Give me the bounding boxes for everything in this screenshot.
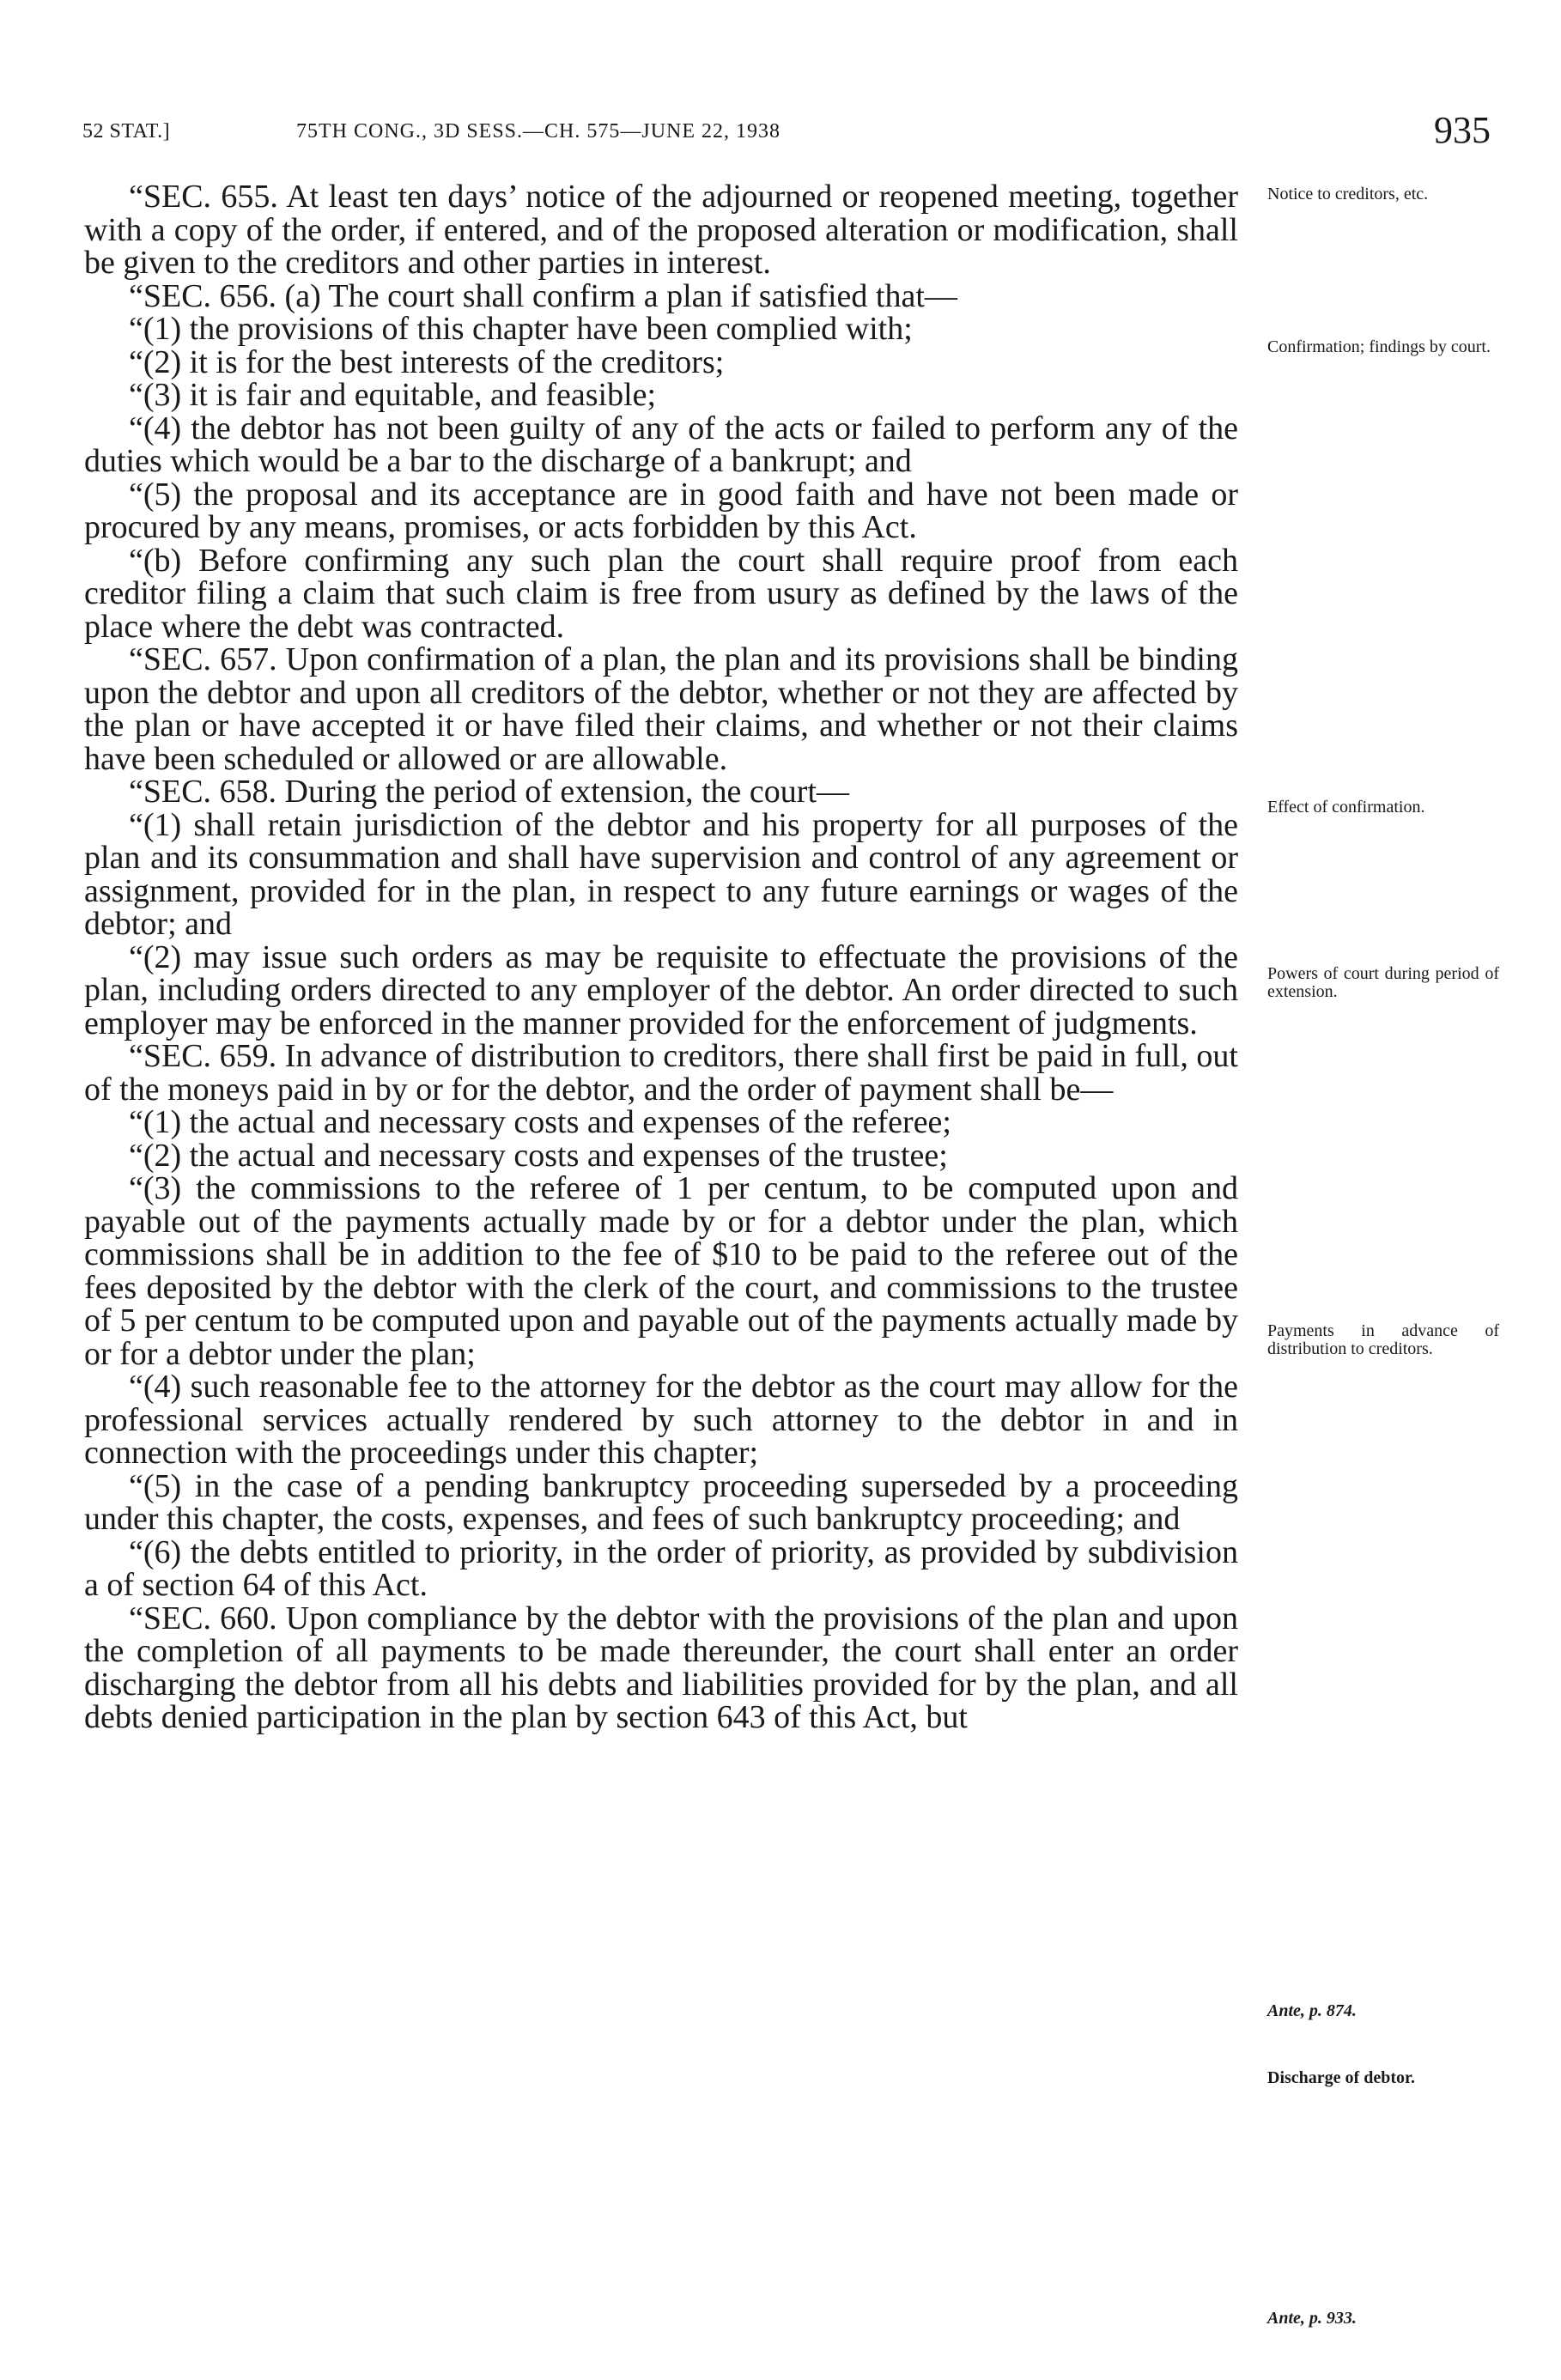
section-659-item-5: “(5) in the case of a pending bankruptcy proceeding superseded by a proceeding under this chapter, the costs, expenses, and fees of such bankruptcy proceeding; and [84,1467,1238,1537]
margin-note-confirmation-findings: Confirmation; findings by court. [1267,337,1491,356]
section-657: “SEC. 657. Upon confirmation of a plan, the plan and its provisions shall be binding upon the debtor and upon all creditors of the debtor, whether or not they are affected by the plan or have accepted it or have filed their claims, and whether or not their claims have been scheduled or allowed or are allowable. [84,641,1238,777]
section-656-item-1: “(1) the provisions of this chapter have been complied with; [129,311,913,347]
section-658: “SEC. 658. During the period of extension, the court— [129,774,850,810]
margin-note-notice-to-creditors: Notice to creditors, etc. [1267,185,1429,203]
margin-note-discharge-of-debtor: Discharge of debtor. [1267,2068,1416,2087]
section-659-item-3: “(3) the commissions to the referee of 1 per centum, to be computed upon and payable out of the payments actually made by or for a debtor under the plan, which commissions shall be in addition to the fee of $10 to be paid to the referee out of the fees deposited by the debtor with the clerk of the court, and commissions to the trustee of 5 per centum to be computed upon and payable out of the payments actually made by or for a debtor under the plan; [84,1170,1238,1372]
margin-note-ante-p933: Ante, p. 933. [1267,2309,1357,2328]
section-656-b: “(b) Before confirming any such plan the court shall require proof from each creditor filing a claim that such claim is free from usury as defined by the laws of the place where the debt was contracted. [84,542,1238,645]
section-656-item-3: “(3) it is fair and equitable, and feasible; [129,377,657,413]
margin-note-powers-of-court: Powers of court during period of extension. [1267,964,1499,1001]
section-655: “SEC. 655. At least ten days’ notice of the adjourned or reopened meeting, together with a copy of the order, if entered, and of the proposed alteration or modification, shall be given to the creditors and other parties in interest. [84,179,1238,281]
section-659: “SEC. 659. In advance of distribution to creditors, there shall first be paid in full, out of the moneys paid in by or for the debtor, and the order of payment shall be— [84,1038,1238,1108]
page-number: 935 [1434,109,1491,151]
section-659-item-1: “(1) the actual and necessary costs and expenses of the referee; [129,1104,951,1140]
congress-session-chapter-date: 75TH CONG., 3D SESS.—CH. 575—JUNE 22, 1938 [296,120,781,143]
section-658-item-1: “(1) shall retain jurisdiction of the debtor and his property for all purposes of the plan and its consummation and shall have supervision and control of any agreement or assignment, provided for in the plan, in respect to any future earnings or wages of the debtor; and [84,806,1238,942]
margin-note-ante-p874: Ante, p. 874. [1267,2001,1357,2020]
section-656-item-5: “(5) the proposal and its acceptance are in good faith and have not been made or procured by any means, promises, or acts forbidden by this Act. [84,476,1238,545]
section-656-item-2: “(2) it is for the best interests of the creditors; [129,343,725,380]
section-658-item-2: “(2) may issue such orders as may be requisite to effectuate the provisions of the plan, including orders directed to any employer of the debtor. An order directed to such employer may be enforced in the manner provided for the enforcement of judgments. [84,938,1238,1041]
section-659-item-2: “(2) the actual and necessary costs and expenses of the trustee; [129,1137,948,1174]
statute-text [84,180,1238,1734]
running-header [82,109,1491,172]
section-659-item-4: “(4) such reasonable fee to the attorney for the debtor as the court may allow for the professional services actually rendered by such attorney to the debtor in and in connection with the proceedings under this chapter; [84,1369,1238,1471]
section-659-item-6: “(6) the debts entitled to priority, in the order of priority, as provided by subdivision a of section 64 of this Act. [84,1533,1238,1603]
margin-note-effect-of-confirmation: Effect of confirmation. [1267,798,1425,817]
statute-reference: 52 STAT.] [82,120,171,143]
section-660: “SEC. 660. Upon compliance by the debtor with the provisions of the plan and upon the completion of all payments to be made thereunder, the court shall enter an order discharging the debtor from all his debts and liabilities provided for by the plan, and all debts denied participation in the plan by section 643 of this Act, but [84,1600,1238,1735]
margin-note-payments-in-advance: Payments in advance of distribution to creditors. [1267,1321,1499,1358]
section-656-item-4: “(4) the debtor has not been guilty of any of the acts or failed to perform any of the duties which would be a bar to the discharge of a bankrupt; and [84,410,1238,479]
section-656-a: “SEC. 656. (a) The court shall confirm a plan if satisfied that— [129,277,957,314]
